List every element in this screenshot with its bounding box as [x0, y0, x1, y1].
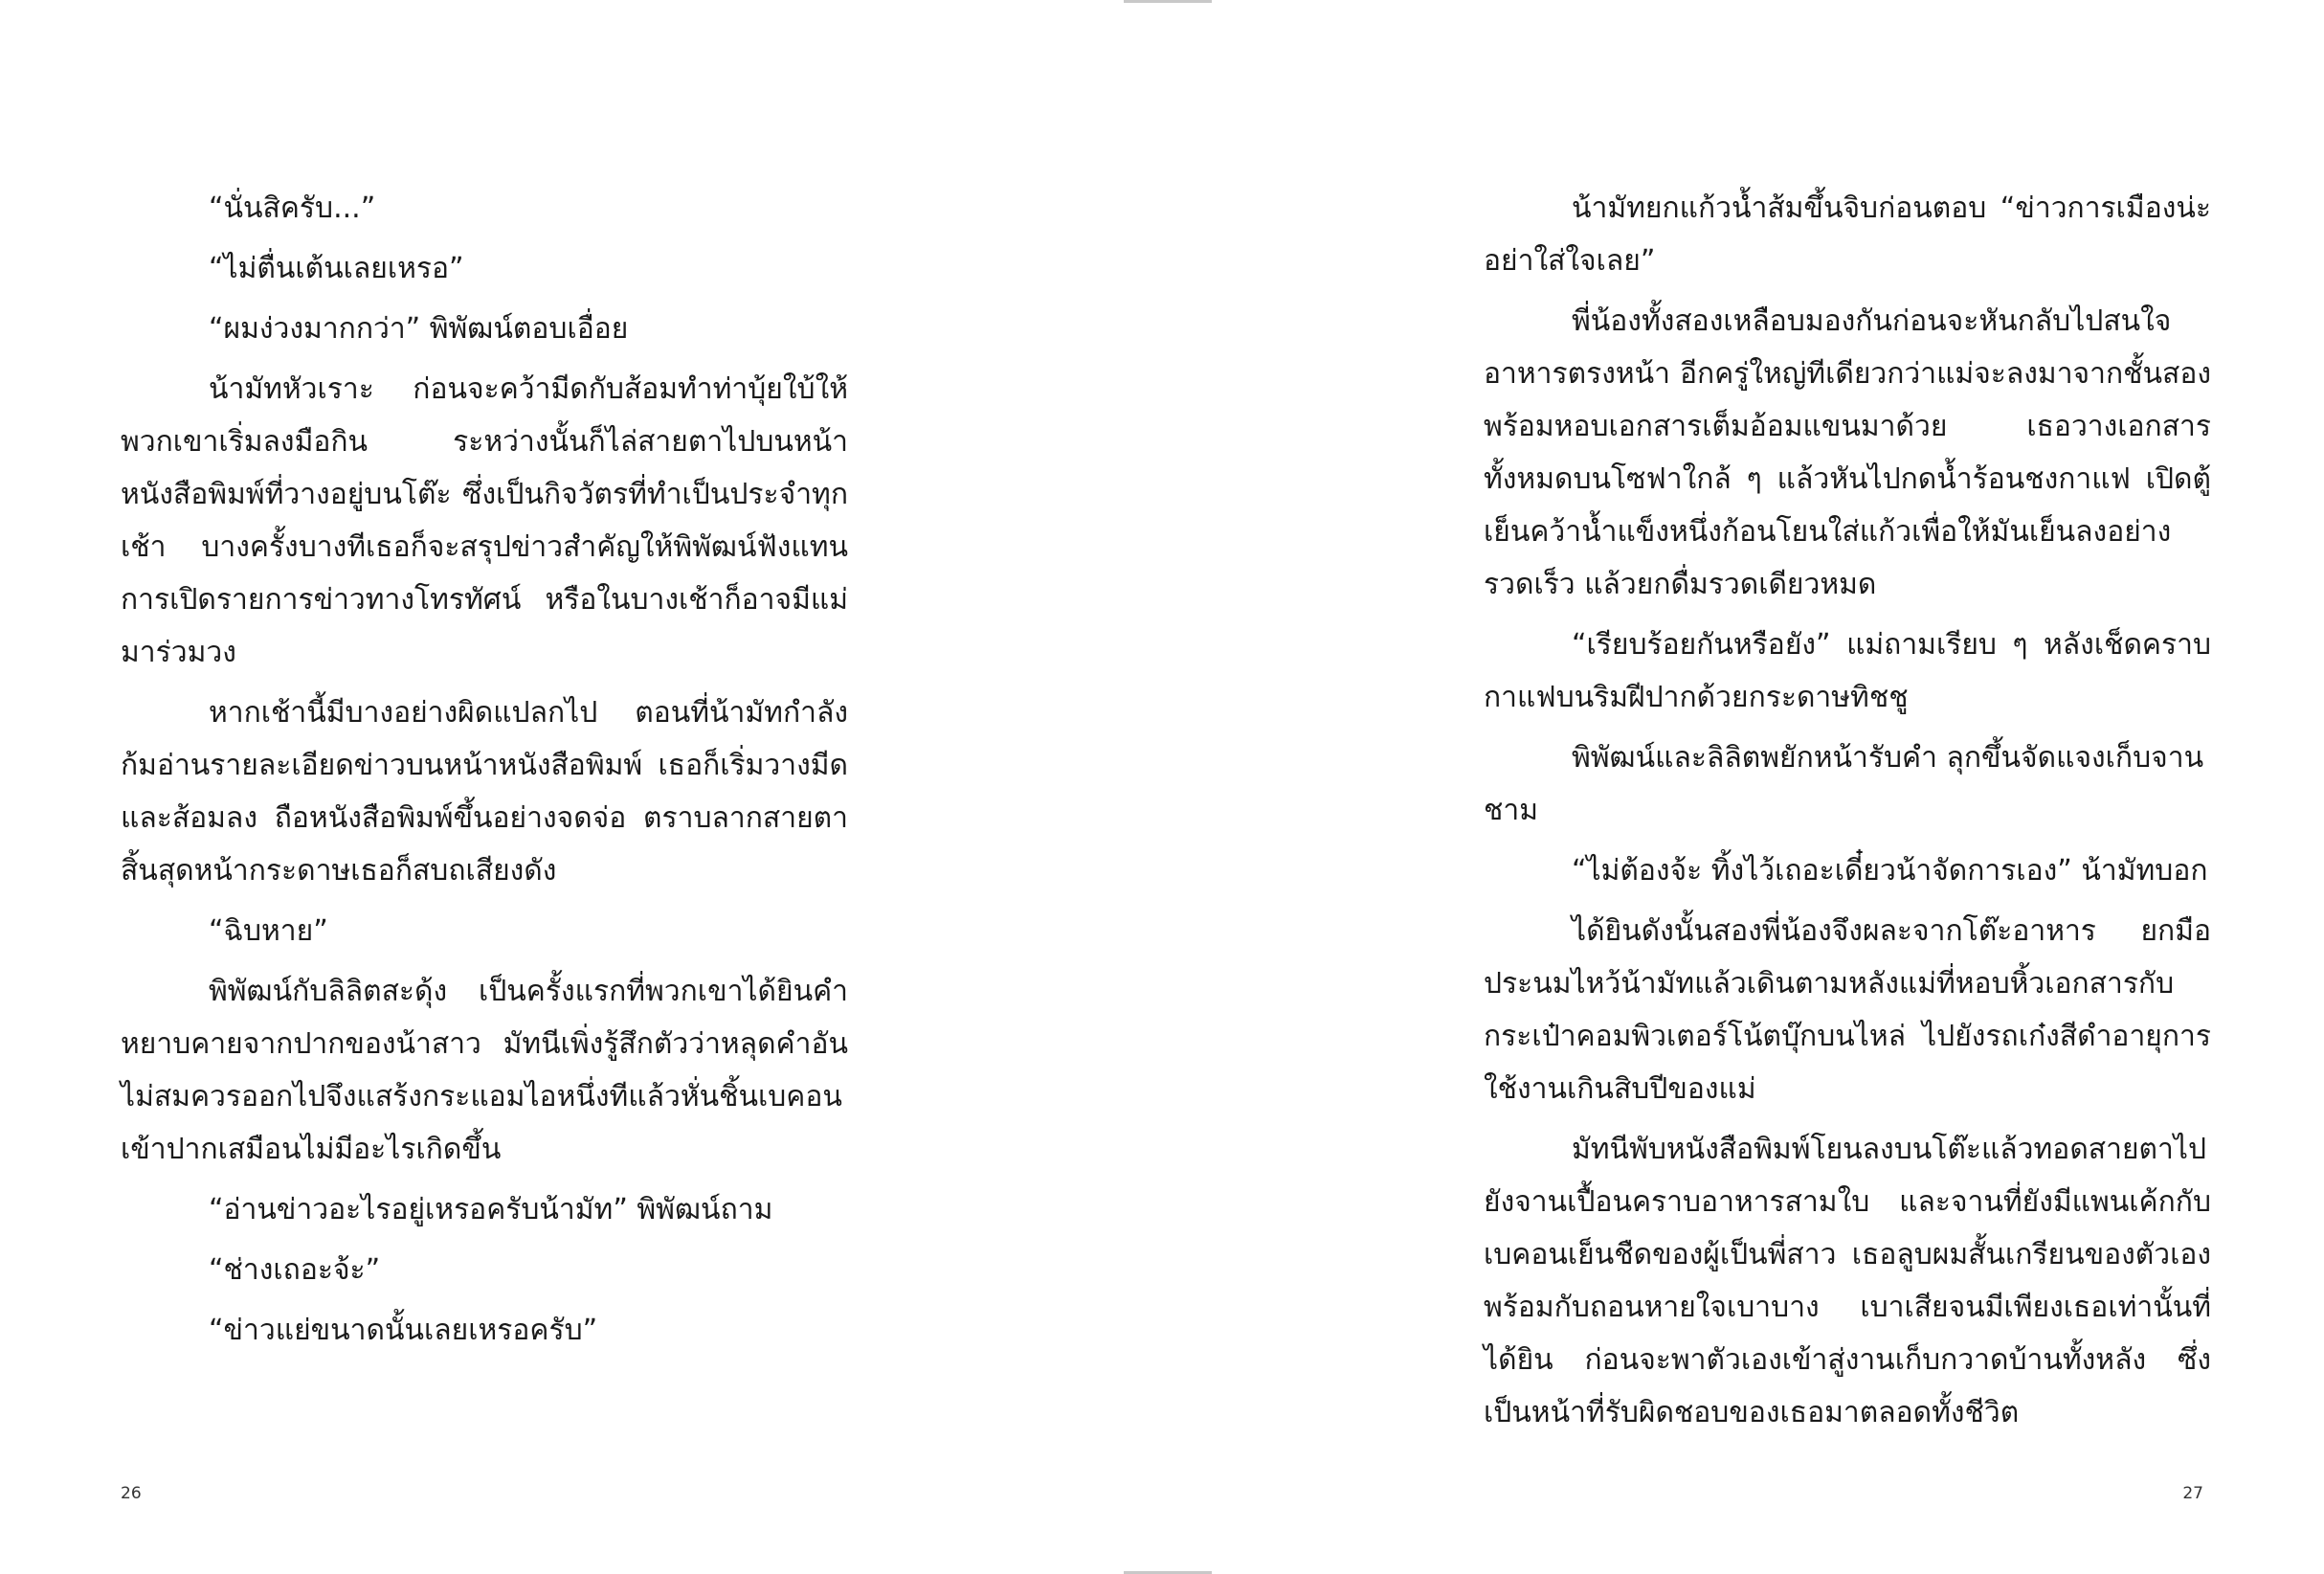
paragraph: “ไม่ต้องจ้ะ ทิ้งไว้เถอะเดี๋ยวน้าจัดการเอง” น้ามัทบอก: [1572, 854, 2208, 888]
paragraph: ได้ยินดังนั้นสองพี่น้องจึงผละจากโต๊ะอาหาร ยกมือประนมไหว้น้ามัทแล้วเดินตามหลังแม่ที่หอบหิ้วเอกสารกับกระเป๋าคอมพิวเตอร์โน้ตบุ๊กบนไหล่ ไปยังรถเก๋งสีดำอายุการใช้งานเกินสิบปีของแม่: [1484, 914, 2211, 1106]
paragraph: น้ามัทยกแก้วน้ำส้มขึ้นจิบก่อนตอบ “ข่าวการเมืองน่ะอย่าใส่ใจเลย”: [1484, 191, 2211, 278]
paragraph: พิพัฒน์กับลิลิตสะดุ้ง เป็นครั้งแรกที่พวกเขาได้ยินคำหยาบคายจากปากของน้าสาว มัทนีเพิ่งรู้สึกตัวว่าหลุดคำอันไม่สมควรออกไปจึงแสร้งกระแอมไอหนึ่งทีแล้วหั่นชิ้นเบคอนเข้าปากเสมือนไม่มีอะไรเกิดขึ้น: [121, 975, 848, 1166]
paragraph: “เรียบร้อยกันหรือยัง” แม่ถามเรียบ ๆ หลังเช็ดคราบกาแฟบนริมฝีปากด้วยกระดาษทิชชู: [1484, 628, 2211, 714]
paragraph: “นั่นสิครับ...”: [209, 191, 376, 225]
paragraph: “ฉิบหาย”: [209, 914, 328, 948]
paragraph: มัทนีพับหนังสือพิมพ์โยนลงบนโต๊ะแล้วทอดสายตาไปยังจานเปื้อนคราบอาหารสามใบ และจานที่ยังมีแพนเค้กกับเบคอนเย็นชืดของผู้เป็นพี่สาว เธอลูบผมสั้นเกรียนของตัวเองพร้อมกับถอนหายใจเบาบาง เบาเสียจนมีเพียงเธอเท่านั้นที่ได้ยิน ก่อนจะพาตัวเองเข้าสู่งานเก็บกวาดบ้านทั้งหลัง ซึ่งเป็นหน้าที่รับผิดชอบของเธอมาตลอดทั้งชีวิต: [1484, 1133, 2211, 1429]
paragraph: น้ามัทหัวเราะ ก่อนจะคว้ามีดกับส้อมทำท่าบุ้ยใบ้ให้พวกเขาเริ่มลงมือกิน ระหว่างนั้นก็ไล่สายตาไปบนหน้าหนังสือพิมพ์ที่วางอยู่บนโต๊ะ ซึ่งเป็นกิจวัตรที่ทำเป็นประจำทุกเช้า บางครั้งบางทีเธอก็จะสรุปข่าวสำคัญให้พิพัฒน์ฟังแทนการเปิดรายการข่าวทางโทรทัศน์ หรือในบางเช้าก็อาจมีแม่มาร่วมวง: [121, 372, 848, 669]
left-page: [121, 182, 848, 1357]
paragraph: “ข่าวแย่ขนาดนั้นเลยเหรอครับ”: [209, 1314, 598, 1347]
paragraph: พิพัฒน์และลิลิตพยักหน้ารับคำ ลุกขึ้นจัดแจงเก็บจานชาม: [1484, 741, 2204, 827]
paragraph: “ไม่ตื่นเต้นเลยเหรอ”: [209, 252, 464, 285]
paragraph: พี่น้องทั้งสองเหลือบมองกันก่อนจะหันกลับไปสนใจอาหารตรงหน้า อีกครู่ใหญ่ทีเดียวกว่าแม่จะลงมาจากชั้นสองพร้อมหอบเอกสารเต็มอ้อมแขนมาด้วย เธอวางเอกสารทั้งหมดบนโซฟาใกล้ ๆ แล้วหันไปกดน้ำร้อนชงกาแฟ เปิดตู้เย็นคว้าน้ำแข็งหนึ่งก้อนโยนใส่แก้วเพื่อให้มันเย็นลงอย่างรวดเร็ว แล้วยกดื่มรวดเดียวหมด: [1484, 304, 2211, 601]
paragraph: “ช่างเถอะจ้ะ”: [209, 1253, 381, 1287]
right-page: [1484, 182, 2211, 1439]
paragraph: “ผมง่วงมากกว่า” พิพัฒน์ตอบเอื่อย: [209, 312, 629, 346]
paragraph: “อ่านข่าวอะไรอยู่เหรอครับน้ามัท” พิพัฒน์ถาม: [209, 1193, 773, 1226]
gutter-mark-top: [1124, 0, 1212, 3]
page-number-right: 27: [2182, 1484, 2203, 1503]
paragraph: หากเช้านี้มีบางอย่างผิดแปลกไป ตอนที่น้ามัทกำลังก้มอ่านรายละเอียดข่าวบนหน้าหนังสือพิมพ์ เธอก็เริ่มวางมีดและส้อมลง ถือหนังสือพิมพ์ขึ้นอย่างจดจ่อ ตราบลากสายตาสิ้นสุดหน้ากระดาษเธอก็สบถเสียงดัง: [121, 696, 848, 888]
page-number-left: 26: [121, 1484, 142, 1503]
